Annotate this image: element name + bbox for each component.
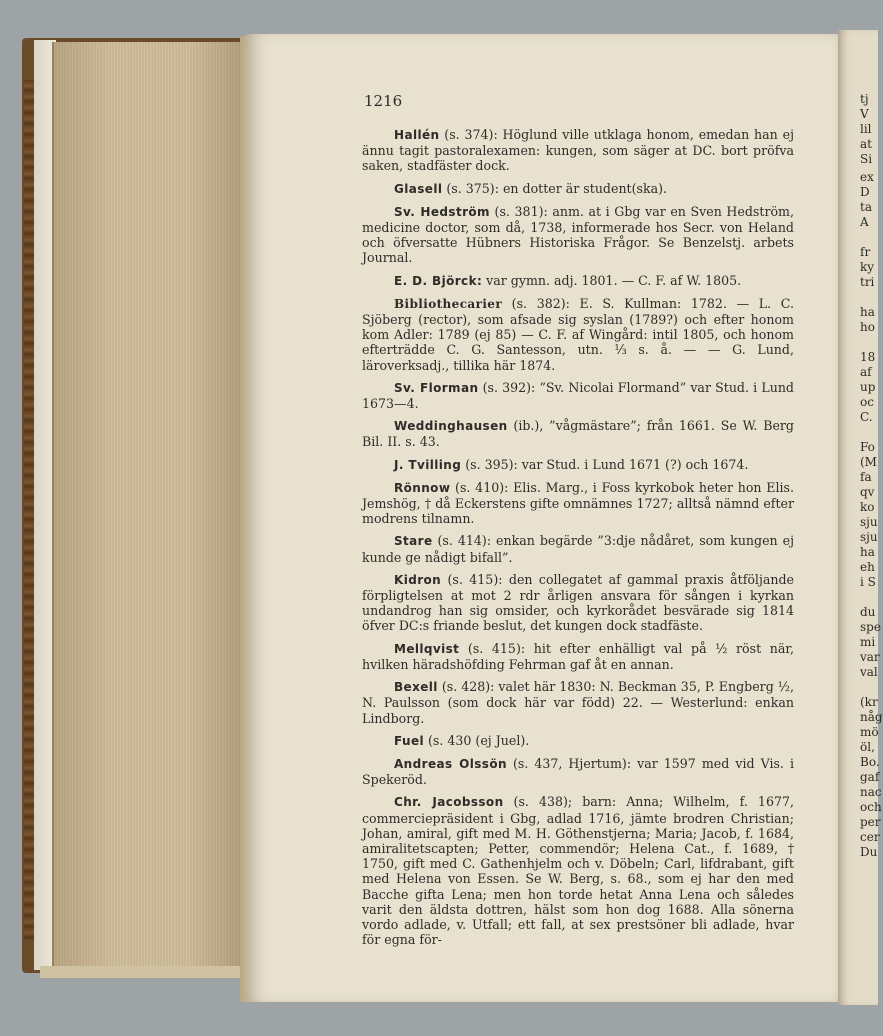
right-page-edge <box>838 30 883 1005</box>
right-page-fragment: ky <box>860 260 875 274</box>
right-page-fragment: at <box>860 137 872 151</box>
right-page-fragment: cer <box>860 830 880 844</box>
entry-text: (s. 438); barn: Anna; Wilhelm, f. 1677, commerciepräsident i Gbg, adlad 1716, jämte brodren Christian; Johan, amiral, gift med M. H. Göthenstjerna; Maria; Jacob, f. 1684, amiralitetscapten; Petter, commendör; Helena Cat., f. 1689, † 1750, gift med C. Gathenhjelm och v. Döbeln; Carl, lifdrabant, gift med Helena von Essen. Se W. Berg, s. 68., som ej har den med Bacche gifta Lena; men hon torde hetat Anna Lena och således varit den äldsta dottren, hälst som hon dog 1688. Alla sönerna vordo adlade, v. Utfall; ett fall, at sex prestsöner bli adlade, hvar för egna för- <box>362 794 794 948</box>
right-page-fragment: Si <box>860 152 873 166</box>
entry <box>362 418 794 449</box>
right-page-fragment: 18 <box>860 350 876 364</box>
entry-text: (ib.), ”vågmästare”; från 1661. Se W. Berg Bil. II. s. 43. <box>362 418 794 450</box>
right-page-fragment: Du <box>860 845 878 859</box>
right-page-fragment: ex <box>860 170 874 184</box>
entry-heading: Hallén <box>394 128 440 142</box>
right-page-fragment: up <box>860 380 876 394</box>
entry <box>362 127 794 174</box>
entry-text: (s. 415): den collegatet af gammal praxis åtföljande förpligtelsen at mot 2 rdr årligen ansvara för sången i kyrkan undandrog han sig omsider, och kyrkorådet besvärade sig 1814 öfver DC:s friande beslut, det kungen dock stadfäste. <box>362 571 794 634</box>
right-page-fragment: (M <box>860 455 877 469</box>
entry-text: (s. 414): enkan begärde ”3:dje nådåret, som kungen ej kunde ge nådigt bifall”. <box>362 533 794 565</box>
entries-list <box>362 127 794 954</box>
entry <box>362 572 794 634</box>
entry-heading: Weddinghausen <box>394 419 508 434</box>
right-page-fragment: oc <box>860 395 874 409</box>
entry-heading: Stare <box>394 534 433 549</box>
right-page-fragment: D <box>860 185 870 199</box>
entry-text: (s. 395): var Stud. i Lund 1671 (?) och 1674. <box>461 456 749 472</box>
right-page-fragment: ha <box>860 305 875 319</box>
entry-text: (s. 382): E. S. Kullman: 1782. — L. C. Sjöberg (rector), som afsade sig syslan (1789?) och efter honom kom Adler: 1789 (ej 85) — C. F. af Wingård: intil 1805, och honom efterträdde C. G. Santesson, utn. ⅓ s. å. — — G. Lund, läroverksadj., tillika här 1874. <box>362 295 794 373</box>
entry <box>362 273 794 289</box>
entry-text: (s. 428): valet här 1830: N. Beckman 35, P. Engberg ½, N. Paulsson (som dock här var född) 22. — Westerlund: enkan Lindborg. <box>362 679 794 726</box>
entry-heading: Andreas Olssön <box>394 756 507 771</box>
right-page-fragment: spe <box>860 620 881 634</box>
right-page-fragment: Bo. <box>860 755 880 769</box>
entry-heading: Bibliothecarier <box>394 296 503 311</box>
entry-text: (s. 392): ”Sv. Nicolai Flormand” var Stud. i Lund 1673—4. <box>362 379 794 412</box>
right-page-fragment: A <box>860 215 869 229</box>
entry <box>362 756 794 787</box>
entry <box>362 480 794 527</box>
right-page-fragment: nac <box>860 785 882 799</box>
right-page-fragment: tri <box>860 275 875 289</box>
entry <box>362 380 794 411</box>
right-page-fragment: fr <box>860 245 871 259</box>
right-page-fragment: gaf <box>860 770 880 784</box>
right-page-fragment: sju <box>860 530 878 544</box>
entry-heading: Sv. Hedström <box>394 204 490 219</box>
right-page-fragment: af <box>860 365 872 379</box>
page-number: 1216 <box>364 92 403 110</box>
right-page-fragment: Fo <box>860 440 875 454</box>
page-block-bottom <box>40 966 270 978</box>
right-page-fragment: var <box>860 650 880 664</box>
right-page-fragment: tj <box>860 92 869 106</box>
right-page-fragment: ta <box>860 200 872 214</box>
entry-heading: Chr. Jacobsson <box>394 795 504 810</box>
right-page-fragment: per <box>860 815 881 829</box>
entry-heading: Glasell <box>394 181 443 196</box>
entry-heading: Fuel <box>394 733 424 748</box>
entry-heading: Mellqvist <box>394 641 460 656</box>
entry-text: (s. 437, Hjertum): var 1597 med vid Vis. i Spekeröd. <box>362 755 794 788</box>
entry-heading: Kidron <box>394 572 442 587</box>
right-page-fragment: (kr <box>860 695 878 709</box>
right-page-fragment: V <box>860 107 869 121</box>
right-page-fragment: C. <box>860 410 873 424</box>
right-page-fragment: eh <box>860 560 875 574</box>
entry <box>362 794 794 947</box>
right-page-fragment: ho <box>860 320 875 334</box>
entry <box>362 679 794 726</box>
right-page-fragment: ko <box>860 500 875 514</box>
right-page-fragment: ha <box>860 545 875 559</box>
entry <box>362 457 794 473</box>
entry-text: (s. 374): Höglund ville utklaga honom, emedan han ej ännu tagit pastoralexamen: kungen, som säger at DC. bort pröfva saken, stadfäster dock. <box>362 127 794 174</box>
right-page-fragment: och <box>860 800 882 814</box>
entry-text: (s. 381): anm. at i Gbg var en Sven Hedström, medicine doctor, som då, 1738, informerade hos Secr. von Heland och öfversatte Hübners Historiska Frågor. Se Benzelstj. arbets Journal. <box>362 203 794 266</box>
entry <box>362 204 794 266</box>
entry <box>362 533 794 564</box>
page-block-shading <box>52 42 248 970</box>
entry-heading: Bexell <box>394 680 438 695</box>
entry-heading: J. Tvilling <box>394 457 462 472</box>
entry-heading: Sv. Florman <box>394 380 479 395</box>
right-page-fragment: fa <box>860 470 872 484</box>
entry <box>362 733 794 749</box>
entry-text: (s. 410): Elis. Marg., i Foss kyrkobok heter hon Elis. Jemshög, † då Eckerstens gifte omnämnes 1727; alltså nämnd efter modrens tilnamn. <box>362 479 794 527</box>
right-page-fragment: mi <box>860 635 876 649</box>
entry-text: (s. 375): en dotter är student(ska). <box>442 180 668 196</box>
right-page-fragment: du <box>860 605 876 619</box>
entry-text: (s. 430 (ej Juel). <box>424 732 530 748</box>
right-page-fragment: i S <box>860 575 876 589</box>
entry <box>362 641 794 672</box>
right-page-fragment: mö <box>860 725 879 739</box>
right-page-fragment: någ <box>860 710 883 724</box>
right-page-fragment: lil <box>860 122 872 136</box>
entry-heading: Rönnow <box>394 480 451 495</box>
entry <box>362 181 794 197</box>
entry <box>362 296 794 373</box>
right-page-fragment: val <box>860 665 878 679</box>
right-page-fragment: sju <box>860 515 878 529</box>
right-page-fragment: qv <box>860 485 875 499</box>
right-page-fragment: öl, <box>860 740 875 754</box>
entry-heading: E. D. Björck: <box>394 273 483 288</box>
entry-text: (s. 415): hit efter enhälligt val på ½ röst när, hvilken häradshöfding Fehrman gaf åt en annan. <box>362 640 794 672</box>
entry-text: var gymn. adj. 1801. — C. F. af W. 1805. <box>482 272 742 288</box>
